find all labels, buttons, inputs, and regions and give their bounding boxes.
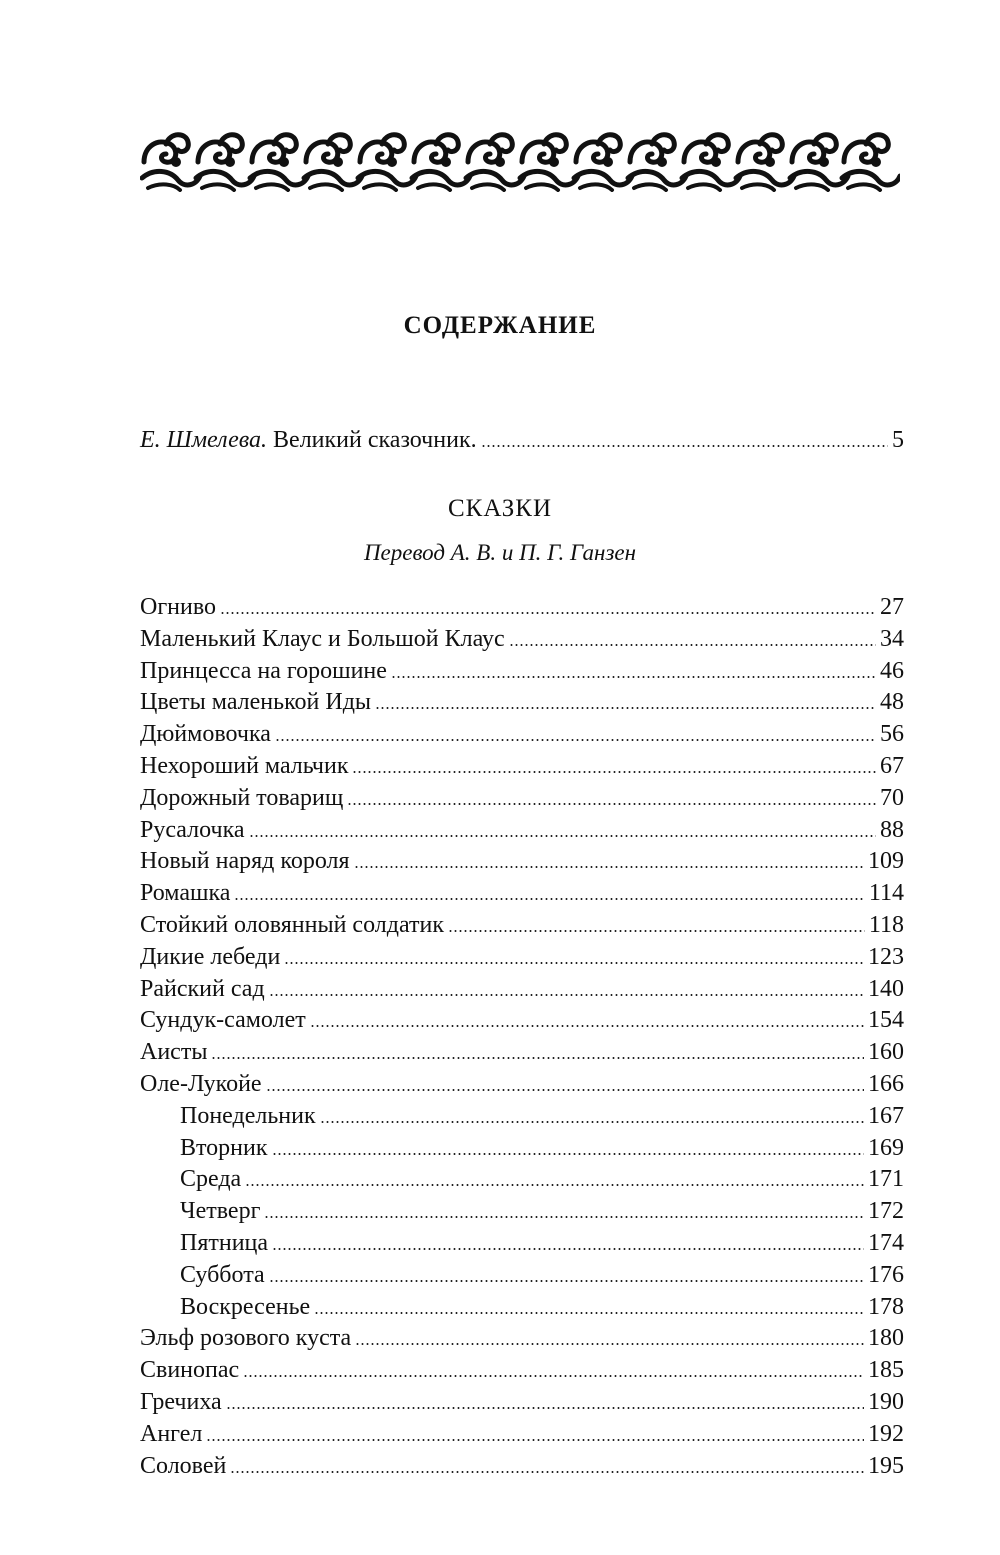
toc-entry-title: Цветы маленькой Иды [140,689,372,716]
toc-entry[interactable] [140,1450,904,1482]
toc-entry-page-number: 195 [868,1452,904,1479]
toc-entry-page-number: 48 [880,689,904,716]
toc-entry[interactable] [140,877,904,909]
dot-leader [354,866,864,868]
dot-leader [206,1439,864,1441]
decorative-ornament-band [140,128,900,192]
toc-entry-page-number: 171 [868,1166,904,1193]
toc-entry-title: Вторник [180,1134,268,1161]
intro-page-number: 5 [892,427,904,453]
dot-leader [481,445,888,447]
toc-entry-title: Нехороший мальчик [140,753,349,779]
dot-leader [284,962,864,964]
toc-entry-page-number: 109 [868,848,904,875]
toc-entry[interactable] [180,1132,904,1164]
section-heading: СКАЗКИ [447,495,553,522]
toc-entry-page-number: 160 [868,1039,904,1066]
toc-entry-title: Огниво [140,594,217,620]
toc-entry-title: Четверг [180,1198,261,1225]
toc-entry[interactable] [140,1068,904,1100]
toc-entry-page-number: 154 [868,1007,904,1034]
toc-entry-title: Дикие лебеди [140,943,281,970]
toc-entry[interactable] [180,1163,904,1195]
toc-entry[interactable] [140,782,904,814]
toc-entry[interactable] [140,623,904,655]
toc-entry[interactable] [140,909,904,941]
toc-entry[interactable] [140,686,904,718]
dot-leader [249,835,876,837]
dot-leader [448,930,865,932]
dot-leader [269,1280,864,1282]
toc-entry-page-number: 176 [868,1261,904,1288]
toc-entry-page-number: 185 [868,1357,904,1384]
toc-entry-page-number: 70 [880,784,904,811]
toc-entry-page-number: 180 [868,1325,904,1352]
toc-entry[interactable] [180,1100,904,1132]
toc-entry-title: Стойкий оловянный солдатик [140,912,444,938]
toc-entry-page-number: 114 [868,880,904,907]
toc-entry[interactable] [140,655,904,687]
dot-leader [245,1184,864,1186]
page-title: СОДЕРЖАНИЕ [403,312,597,339]
toc-entry-title: Понедельник [180,1102,316,1129]
toc-entry-title: Ромашка [140,880,231,907]
toc-entry-page-number: 140 [868,975,904,1002]
dot-leader [230,1471,864,1473]
dot-leader [243,1375,864,1377]
toc-entry-title: Сундук-самолет [140,1007,306,1034]
toc-entry-title: Гречиха [140,1389,222,1415]
dot-leader [264,1216,864,1218]
toc-entry-page-number: 172 [868,1198,904,1225]
toc-entry-page-number: 190 [868,1389,904,1415]
toc-entry[interactable] [180,1227,904,1259]
toc-entry[interactable] [140,591,904,623]
dot-leader [266,1089,864,1091]
toc-entry[interactable] [140,750,904,782]
toc-entry-page-number: 174 [868,1230,904,1256]
translation-credit: Перевод А. В. и П. Г. Ганзен [363,540,637,565]
toc-entry-title: Ангел [140,1420,203,1447]
dot-leader [347,803,876,805]
toc-entry[interactable] [140,1418,904,1450]
toc-entry-page-number: 67 [880,753,904,779]
toc-entry-title: Дорожный товарищ [140,784,344,811]
toc-entry-page-number: 88 [880,816,904,843]
dot-leader [275,739,876,741]
toc-entry[interactable] [180,1259,904,1291]
toc-entry-page-number: 56 [880,721,904,748]
intro-title: Великий сказочник. [267,427,477,453]
toc-entry-page-number: 118 [868,912,904,938]
dot-leader [269,994,864,996]
toc-entry-page-number: 27 [880,594,904,620]
dot-leader [355,1343,864,1345]
toc-entry[interactable] [180,1291,904,1323]
dot-leader [314,1312,864,1314]
toc-entry[interactable] [140,1004,904,1036]
toc-entry[interactable] [140,718,904,750]
toc-entry-title: Воскресенье [180,1293,311,1320]
toc-entry-page-number: 169 [868,1134,904,1161]
toc-entry[interactable] [140,1386,904,1418]
toc-entry-page-number: 166 [868,1071,904,1097]
toc-entry-page-number: 34 [880,625,904,652]
toc-entry-title: Эльф розового куста [140,1325,352,1352]
dot-leader [320,1121,864,1123]
intro-author: Е. Шмелева. [140,427,268,453]
dot-leader [272,1248,864,1250]
toc-entry[interactable] [140,1322,904,1354]
dot-leader [375,707,876,709]
toc-entry[interactable] [180,1195,904,1227]
toc-entry-intro[interactable] [140,424,904,456]
toc-entry-title: Новый наряд короля [140,848,350,875]
toc-entry-page-number: 167 [868,1102,904,1129]
toc-entry-title: Райский сад [140,975,265,1002]
dot-leader [310,1025,864,1027]
toc-entry-title: Суббота [180,1261,265,1288]
toc-entry[interactable] [140,845,904,877]
toc-entry-title: Оле-Лукойе [140,1071,262,1097]
dot-leader [211,1057,864,1059]
dot-leader [272,1153,864,1155]
toc-entry[interactable] [140,941,904,973]
toc-entry-page-number: 123 [868,943,904,970]
toc-entry-title: Аисты [140,1039,208,1066]
toc-entry[interactable] [140,1036,904,1068]
toc-entry[interactable] [140,1354,904,1386]
dot-leader [509,644,876,646]
toc-entry-title: Пятница [180,1230,269,1256]
toc-entry-page-number: 46 [880,657,904,684]
toc-entry-title: Принцесса на горошине [140,657,387,684]
toc-entry-title: Свинопас [140,1357,240,1384]
toc-entry-page-number: 192 [868,1420,904,1447]
toc-entry-title: Среда [180,1166,242,1193]
toc-entry-title: Русалочка [140,816,245,843]
dot-leader [352,771,876,773]
toc-entry-title: Маленький Клаус и Большой Клаус [140,625,505,652]
toc-entry-title: Соловей [140,1452,227,1479]
dot-leader [220,612,876,614]
dot-leader [226,1407,864,1409]
dot-leader [234,898,864,900]
toc-entry-title: Дюймовочка [140,721,271,748]
toc-entry-page-number: 178 [868,1293,904,1320]
dot-leader [391,676,876,678]
toc-entry[interactable] [140,973,904,1005]
toc-entry[interactable] [140,814,904,846]
